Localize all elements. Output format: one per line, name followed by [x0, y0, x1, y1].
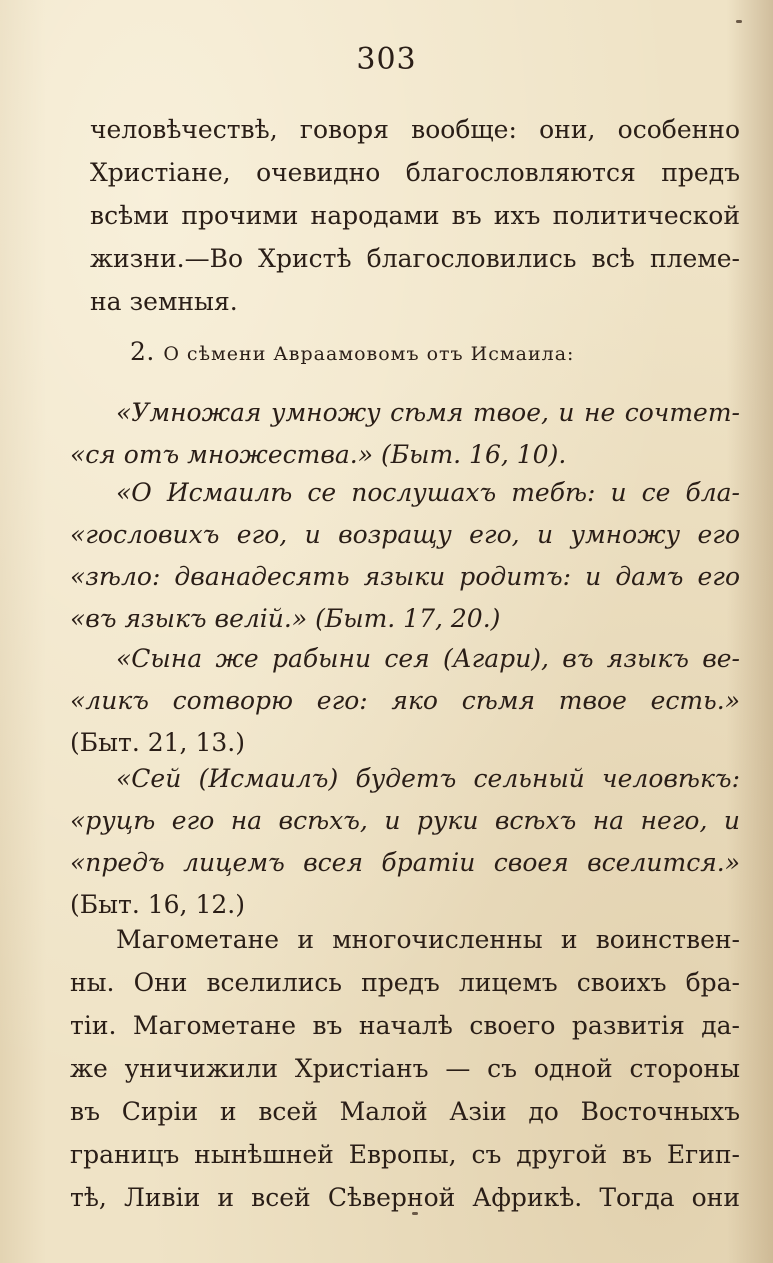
paper-speck: [412, 1212, 418, 1215]
text-line: тѣ, Ливіи и всей Сѣверной Африкѣ. Тогда они: [70, 1183, 740, 1212]
quote-line: «ликъ сотворю его: яко сѣмя твое есть.»: [70, 686, 740, 715]
scripture-quote-1: [70, 392, 740, 476]
section-heading-text: О сѣмени Авраамовомъ отъ Исмаила:: [163, 343, 575, 365]
text-line: тіи. Магометане въ началѣ своего развитія да-: [70, 1011, 740, 1040]
text-line: человѣчествѣ, говоря вообще: они, особенно: [90, 115, 740, 144]
text-line: Магометане и многочисленны и воинствен-: [116, 925, 740, 954]
quote-line: «въ языкъ велій.» (Быт. 17, 20.): [70, 604, 501, 633]
paper-speck: [736, 20, 742, 23]
text-line: въ Сиріи и всей Малой Азіи до Восточныхъ: [70, 1097, 740, 1126]
page-number: 303: [356, 42, 417, 77]
text-line: границъ нынѣшней Европы, съ другой въ Егип-: [70, 1140, 740, 1169]
quote-line: (Быт. 21, 13.): [70, 728, 245, 757]
quote-line: «О Исмаилѣ се послушахъ тебѣ: и се бла-: [116, 478, 740, 507]
scripture-quote-3: [70, 638, 740, 764]
text-line: жизни.—Во Христѣ благословились всѣ племе-: [90, 244, 740, 273]
text-line: ны. Они вселились предъ лицемъ своихъ бра-: [70, 968, 740, 997]
body-paragraph: [70, 918, 740, 1219]
section-heading: [130, 332, 740, 374]
text-line: всѣми прочими народами въ ихъ политической: [90, 201, 740, 230]
text-line: Христіане, очевидно благословляются предъ: [90, 158, 740, 187]
scripture-quote-4: [70, 758, 740, 926]
text-line: же уничижили Христіанъ — съ одной стороны: [70, 1054, 740, 1083]
quote-line: «зѣло: дванадесять языки родитъ: и дамъ его: [70, 562, 740, 591]
quote-line: «Сей (Исмаилъ) будетъ сельный человѣкъ:: [116, 764, 740, 793]
text-line: на земныя.: [90, 287, 238, 316]
scripture-quote-2: [70, 472, 740, 640]
quote-line: «гословихъ его, и возращу его, и умножу его: [70, 520, 740, 549]
section-heading-number: 2.: [130, 337, 155, 366]
quote-line: «предъ лицемъ всея братіи своея вселится.»: [70, 848, 740, 877]
quote-line: (Быт. 16, 12.): [70, 890, 245, 919]
quote-line: «Сына же рабыни сея (Агари), въ языкъ ве-: [116, 644, 740, 673]
quote-line: «ся отъ множества.» (Быт. 16, 10).: [70, 440, 567, 469]
quote-line: «руцѣ его на всѣхъ, и руки всѣхъ на него, и: [70, 806, 740, 835]
quote-line: «Умножая умножу сѣмя твое, и не сочтет-: [116, 398, 740, 427]
continuation-paragraph: [90, 108, 740, 323]
